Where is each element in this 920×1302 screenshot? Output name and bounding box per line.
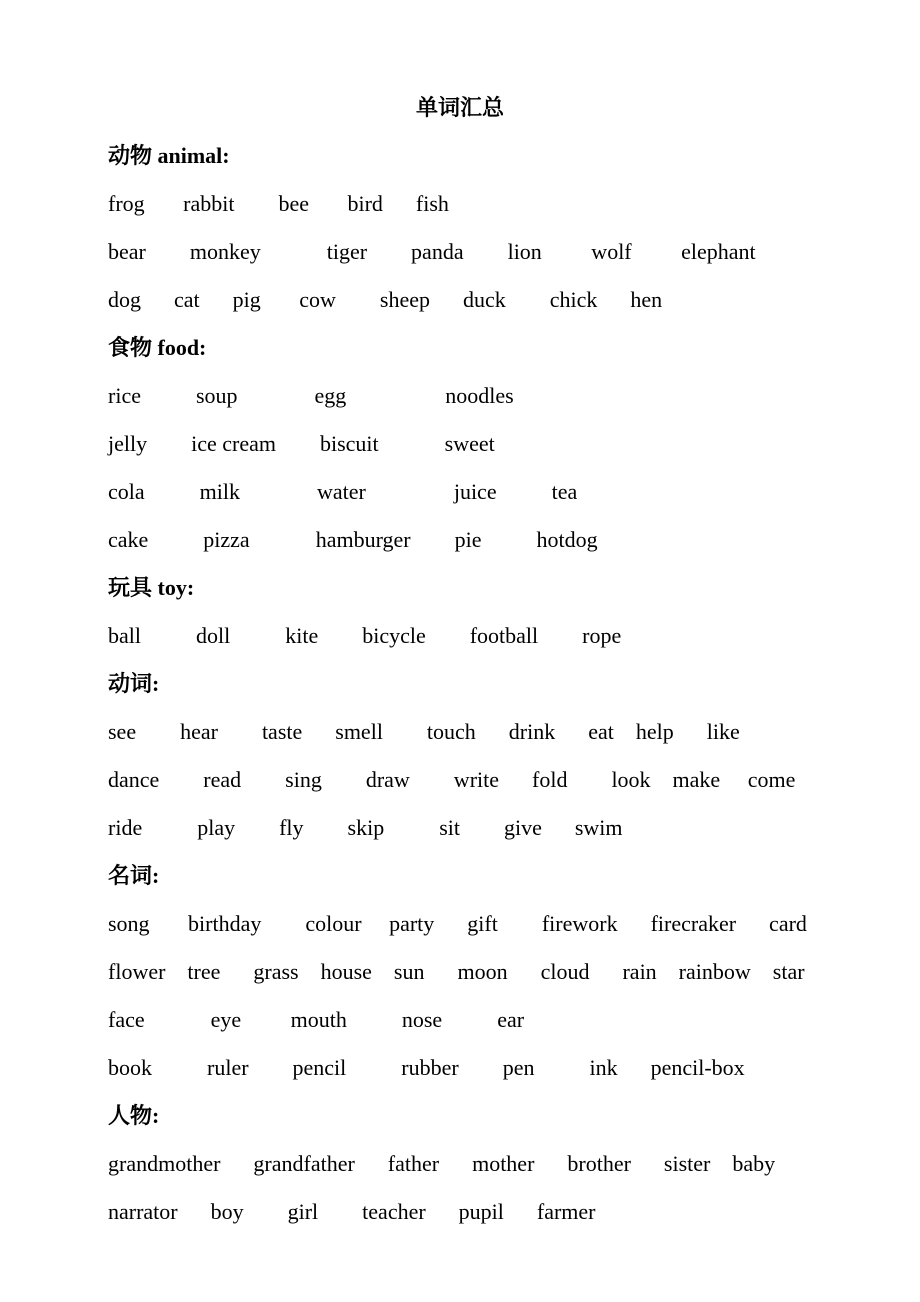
- section-heading-nouns: 名词:: [108, 863, 160, 888]
- word-line-verbs-1: see hear taste smell touch drink eat help like: [108, 719, 740, 744]
- word-line-food-1: rice soup egg noodles: [108, 383, 514, 408]
- word-line-nouns-4: book ruler pencil rubber pen ink pencil-box: [108, 1055, 745, 1080]
- section-heading-verbs: 动词:: [108, 671, 160, 696]
- section-heading-food: 食物 food:: [108, 335, 207, 360]
- document-title: 单词汇总: [415, 95, 504, 120]
- word-line-verbs-2: dance read sing draw write fold look make come: [108, 767, 796, 792]
- word-line-people-1: grandmother grandfather father mother brother sister baby: [108, 1151, 776, 1176]
- word-line-animals-2: bear monkey tiger panda lion wolf elephant: [108, 239, 756, 264]
- word-line-food-3: cola milk water juice tea: [108, 479, 578, 504]
- word-line-nouns-3: face eye mouth nose ear: [108, 1007, 525, 1032]
- word-line-animals-1: frog rabbit bee bird fish: [108, 191, 449, 216]
- word-line-food-4: cake pizza hamburger pie hotdog: [108, 527, 598, 552]
- word-line-toys-1: ball doll kite bicycle football rope: [108, 623, 622, 648]
- word-line-food-2: jelly ice cream biscuit sweet: [108, 431, 495, 456]
- section-heading-people: 人物:: [108, 1103, 160, 1128]
- section-heading-toys: 玩具 toy:: [108, 575, 195, 600]
- word-line-animals-3: dog cat pig cow sheep duck chick hen: [108, 287, 663, 312]
- word-line-nouns-1: song birthday colour party gift firework firecraker card: [108, 911, 807, 936]
- section-heading-animals: 动物 animal:: [108, 143, 230, 168]
- word-line-nouns-2: flower tree grass house sun moon cloud rain rainbow star: [108, 959, 805, 984]
- word-line-people-2: narrator boy girl teacher pupil farmer: [108, 1199, 596, 1224]
- word-line-verbs-3: ride play fly skip sit give swim: [108, 815, 623, 840]
